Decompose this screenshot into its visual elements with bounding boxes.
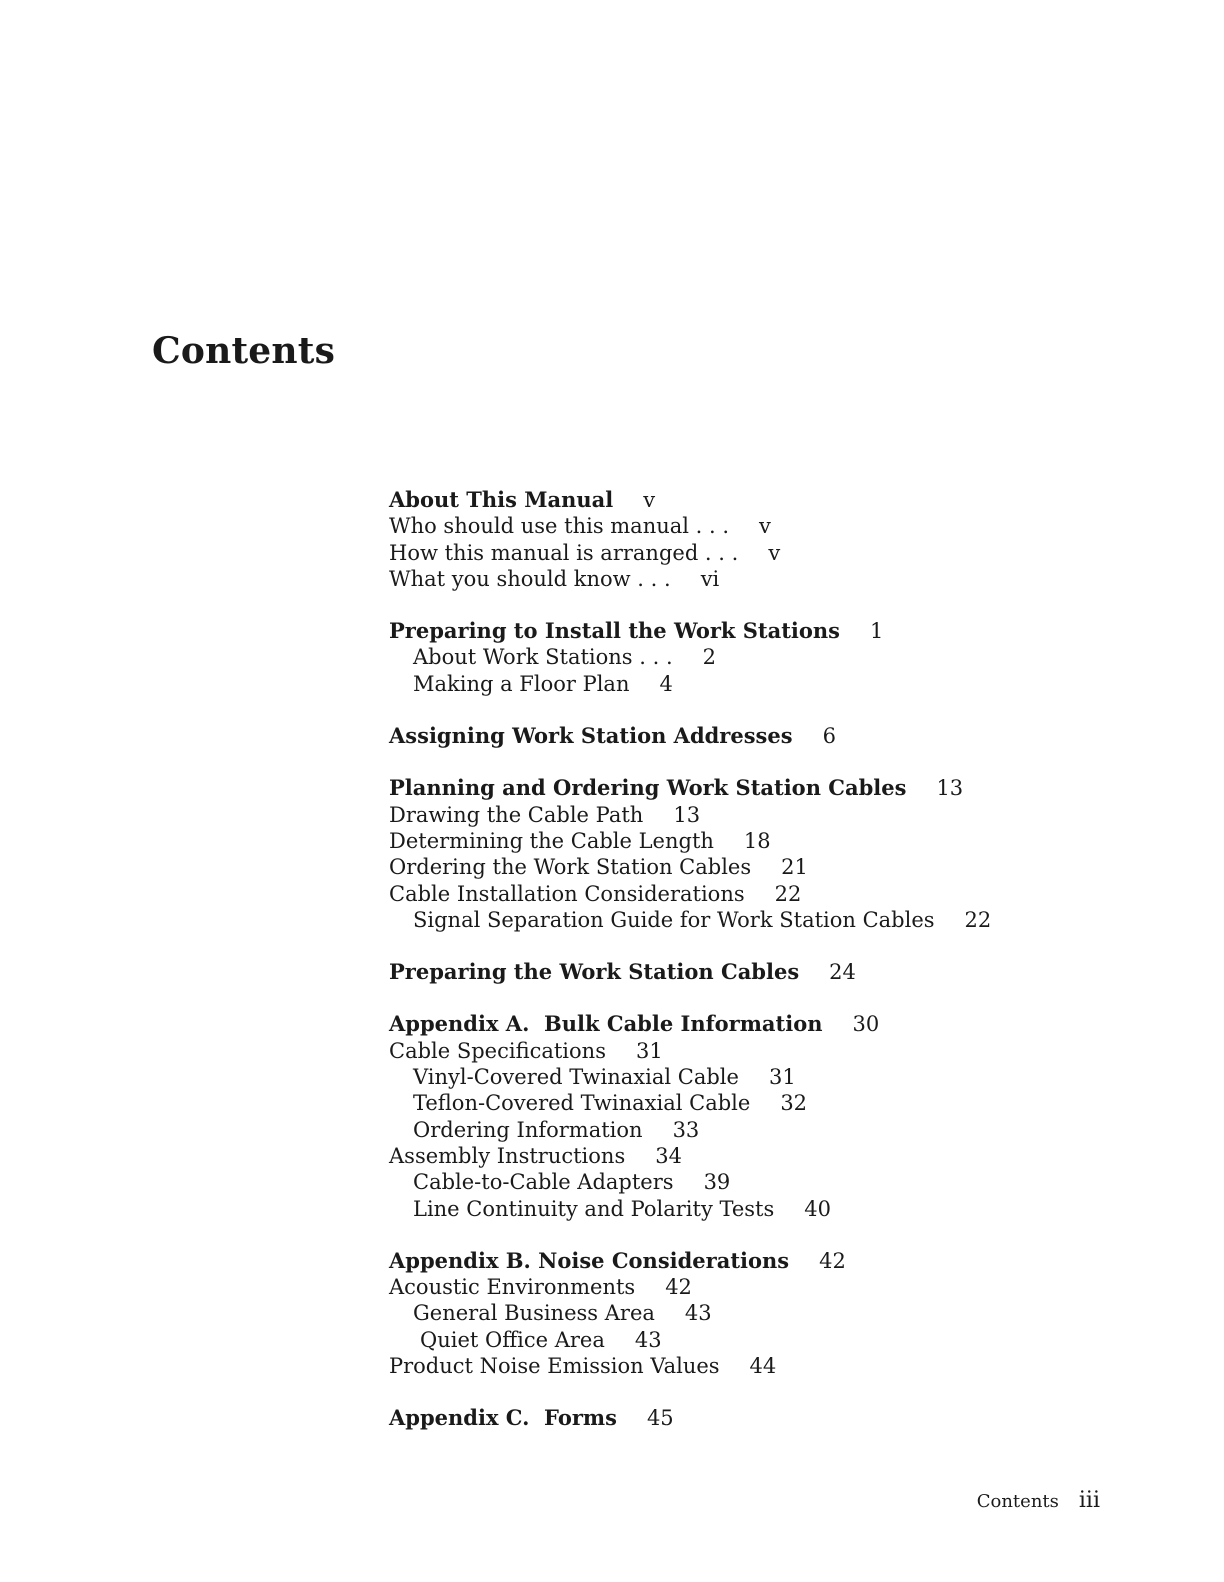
toc-page-number: v xyxy=(643,488,656,512)
table-of-contents xyxy=(389,487,1029,1458)
toc-entry-text: Quiet Office Area xyxy=(420,1327,605,1352)
toc-entry[interactable] xyxy=(389,1327,1029,1353)
toc-heading[interactable] xyxy=(389,959,1029,985)
toc-section-about xyxy=(389,487,1029,592)
toc-heading-text: Appendix B. Noise Considerations xyxy=(389,1247,790,1273)
toc-entry-text: Ordering the Work Station Cables xyxy=(389,855,752,880)
toc-section-appendix-c xyxy=(389,1405,1029,1431)
toc-heading[interactable] xyxy=(389,1405,1029,1431)
toc-page-number: 34 xyxy=(655,1143,682,1168)
toc-entry[interactable] xyxy=(389,881,1029,907)
toc-heading-text: Preparing to Install the Work Stations xyxy=(389,618,841,644)
toc-entry-text: About Work Stations . . . xyxy=(413,645,673,670)
toc-entry[interactable] xyxy=(389,1090,1029,1116)
toc-page-number: v xyxy=(759,514,771,539)
page-number: iii xyxy=(1078,1488,1100,1513)
toc-heading-text: Assigning Work Station Addresses xyxy=(389,723,793,749)
toc-page-number: 43 xyxy=(634,1327,662,1352)
toc-entry-text: What you should know . . . xyxy=(389,566,671,591)
toc-entry-text: Signal Separation Guide for Work Station Cables xyxy=(413,907,935,932)
toc-page-number: 2 xyxy=(702,645,717,670)
toc-section-appendix-a xyxy=(389,1011,1029,1221)
toc-page-number: 44 xyxy=(749,1354,777,1379)
toc-page-number: 43 xyxy=(684,1301,712,1326)
toc-heading[interactable] xyxy=(389,618,1029,644)
toc-heading[interactable] xyxy=(389,1248,1029,1274)
toc-page-number: 40 xyxy=(804,1196,832,1221)
toc-heading-text: Appendix A. Bulk Cable Information xyxy=(389,1011,823,1037)
toc-entry[interactable] xyxy=(389,828,1029,854)
toc-section-preparing-cables xyxy=(389,959,1029,985)
toc-page-number: 4 xyxy=(659,671,673,696)
toc-page-number: v xyxy=(768,540,781,565)
toc-heading[interactable] xyxy=(389,775,1029,801)
toc-page-number: 24 xyxy=(829,960,856,985)
toc-entry[interactable] xyxy=(389,854,1029,880)
page-title: Contents xyxy=(152,330,336,372)
toc-entry-text: Vinyl-Covered Twinaxial Cable xyxy=(413,1065,739,1090)
toc-page-number: 22 xyxy=(964,907,992,932)
toc-page-number: 45 xyxy=(646,1406,674,1431)
toc-entry-text: Cable Installation Considerations xyxy=(389,881,745,906)
toc-entry-text: Making a Floor Plan xyxy=(413,671,630,696)
toc-entry-text: Determining the Cable Length xyxy=(389,828,714,853)
toc-entry-text: How this manual is arranged . . . xyxy=(389,540,739,565)
toc-entry-text: Ordering Information xyxy=(413,1117,643,1142)
toc-entry[interactable] xyxy=(389,671,1029,697)
toc-entry[interactable] xyxy=(389,1169,1029,1195)
toc-page-number: 13 xyxy=(673,802,701,827)
toc-heading-text: About This Manual xyxy=(389,487,614,512)
toc-entry-text: Assembly Instructions xyxy=(389,1143,626,1168)
toc-entry[interactable] xyxy=(389,1038,1029,1064)
toc-page-number: 22 xyxy=(774,881,802,906)
toc-entry[interactable] xyxy=(389,513,1029,539)
toc-entry[interactable] xyxy=(389,540,1029,566)
toc-entry-text: Acoustic Environments xyxy=(389,1275,636,1300)
toc-entry[interactable] xyxy=(389,1353,1029,1379)
toc-section-appendix-b xyxy=(389,1248,1029,1379)
toc-page-number: 6 xyxy=(822,724,836,749)
toc-heading-text: Planning and Ordering Work Station Cables xyxy=(389,775,907,801)
toc-page-number: 31 xyxy=(635,1038,663,1063)
toc-entry[interactable] xyxy=(389,1300,1029,1326)
toc-page-number: vi xyxy=(700,566,720,591)
toc-page-number: 30 xyxy=(852,1012,880,1037)
toc-entry-text: Teflon-Covered Twinaxial Cable xyxy=(413,1091,751,1116)
toc-page-number: 21 xyxy=(781,855,808,880)
toc-heading[interactable] xyxy=(389,487,1029,513)
toc-section-preparing-install xyxy=(389,618,1029,697)
toc-entry-text: Cable-to-Cable Adapters xyxy=(413,1170,674,1195)
toc-entry[interactable] xyxy=(389,1196,1029,1222)
toc-page-number: 33 xyxy=(672,1117,700,1142)
toc-entry-text: Who should use this manual . . . xyxy=(389,514,730,539)
toc-heading-text: Preparing the Work Station Cables xyxy=(389,959,800,985)
toc-page-number: 39 xyxy=(703,1170,731,1195)
toc-entry-text: Product Noise Emission Values xyxy=(389,1354,720,1379)
toc-section-assigning xyxy=(389,723,1029,749)
toc-page-number: 32 xyxy=(780,1091,808,1116)
toc-entry[interactable] xyxy=(389,644,1029,670)
page-footer xyxy=(977,1488,1100,1513)
toc-entry[interactable] xyxy=(389,1117,1029,1143)
toc-entry-text: General Business Area xyxy=(413,1301,655,1326)
toc-entry[interactable] xyxy=(389,1143,1029,1169)
toc-page-number: 31 xyxy=(768,1065,796,1090)
toc-page-number: 42 xyxy=(665,1275,692,1300)
footer-label: Contents xyxy=(976,1491,1059,1512)
toc-page-number: 1 xyxy=(870,619,884,644)
toc-heading[interactable] xyxy=(389,1011,1029,1037)
toc-entry-text: Drawing the Cable Path xyxy=(389,802,644,827)
toc-page-number: 13 xyxy=(936,776,964,801)
toc-page-number: 18 xyxy=(743,828,771,853)
toc-heading[interactable] xyxy=(389,723,1029,749)
toc-section-planning xyxy=(389,775,1029,933)
toc-entry[interactable] xyxy=(389,907,1029,933)
toc-entry[interactable] xyxy=(389,1274,1029,1300)
toc-entry[interactable] xyxy=(389,1064,1029,1090)
toc-entry[interactable] xyxy=(389,802,1029,828)
toc-heading-text: Appendix C. Forms xyxy=(389,1405,617,1431)
toc-entry-text: Cable Specifications xyxy=(389,1038,606,1063)
toc-page-number: 42 xyxy=(819,1248,846,1273)
toc-entry[interactable] xyxy=(389,566,1029,592)
toc-entry-text: Line Continuity and Polarity Tests xyxy=(413,1196,775,1221)
